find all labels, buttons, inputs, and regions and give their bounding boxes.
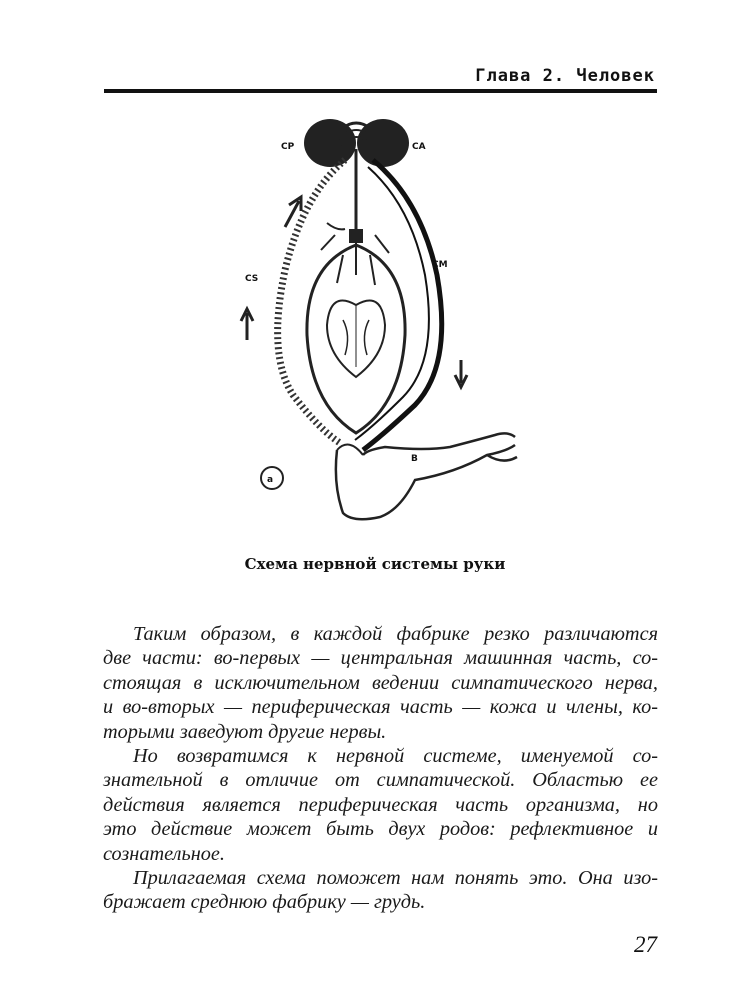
- text-line: Прилагаемая схема поможет нам понять это. Она изо-: [133, 867, 658, 890]
- text-line: и во-вторых — периферическая часть — кожа и члены, ко-: [103, 696, 658, 719]
- text-line: Но возвратимся к нервной системе, именуемой со-: [133, 745, 658, 768]
- figure-caption: Схема нервной системы руки: [244, 555, 506, 573]
- figure-mark: [261, 467, 283, 489]
- sensory-nerve-path: [278, 160, 345, 443]
- arm-illustration: [336, 433, 517, 519]
- chapter-header: Глава 2. Человек: [475, 66, 655, 86]
- arrow-down-icon: [455, 360, 467, 387]
- text-line: бражает среднюю фабрику — грудь.: [103, 891, 426, 914]
- heart-illustration: [327, 301, 385, 378]
- svg-text:a: a: [267, 475, 274, 485]
- text-line: две части: во-первых — центральная машинная часть, со-: [103, 647, 658, 670]
- label-cs: CS: [245, 274, 259, 284]
- nervous-system-figure: [225, 105, 535, 525]
- body-text: [103, 622, 658, 915]
- text-line: торыми заведуют другие нервы.: [103, 720, 387, 743]
- text-line: Таким образом, в каждой фабрике резко различаются: [133, 623, 658, 645]
- paragraph: [103, 744, 658, 866]
- arrow-up-icon: [241, 309, 253, 340]
- label-cm: CM: [432, 260, 448, 270]
- text-line: сознательное.: [103, 842, 225, 865]
- text-line: знательной в отличие от симпатической. Областью ее: [103, 769, 658, 792]
- page-number: 27: [634, 932, 657, 957]
- label-ca: CA: [412, 142, 426, 152]
- text-line: стоящая в исключительном ведении симпатического нерва,: [103, 671, 658, 694]
- ganglion-cluster: [321, 223, 389, 285]
- text-line: это действие может быть двух родов: рефлективное и: [103, 818, 658, 841]
- label-cp: CP: [281, 142, 295, 152]
- label-b: B: [411, 454, 418, 464]
- paragraph: [103, 622, 658, 744]
- header-rule: [104, 89, 657, 93]
- text-line: действия является периферическая часть организма, но: [103, 793, 658, 816]
- paragraph: [103, 866, 658, 915]
- arrow-up-icon: [285, 197, 301, 227]
